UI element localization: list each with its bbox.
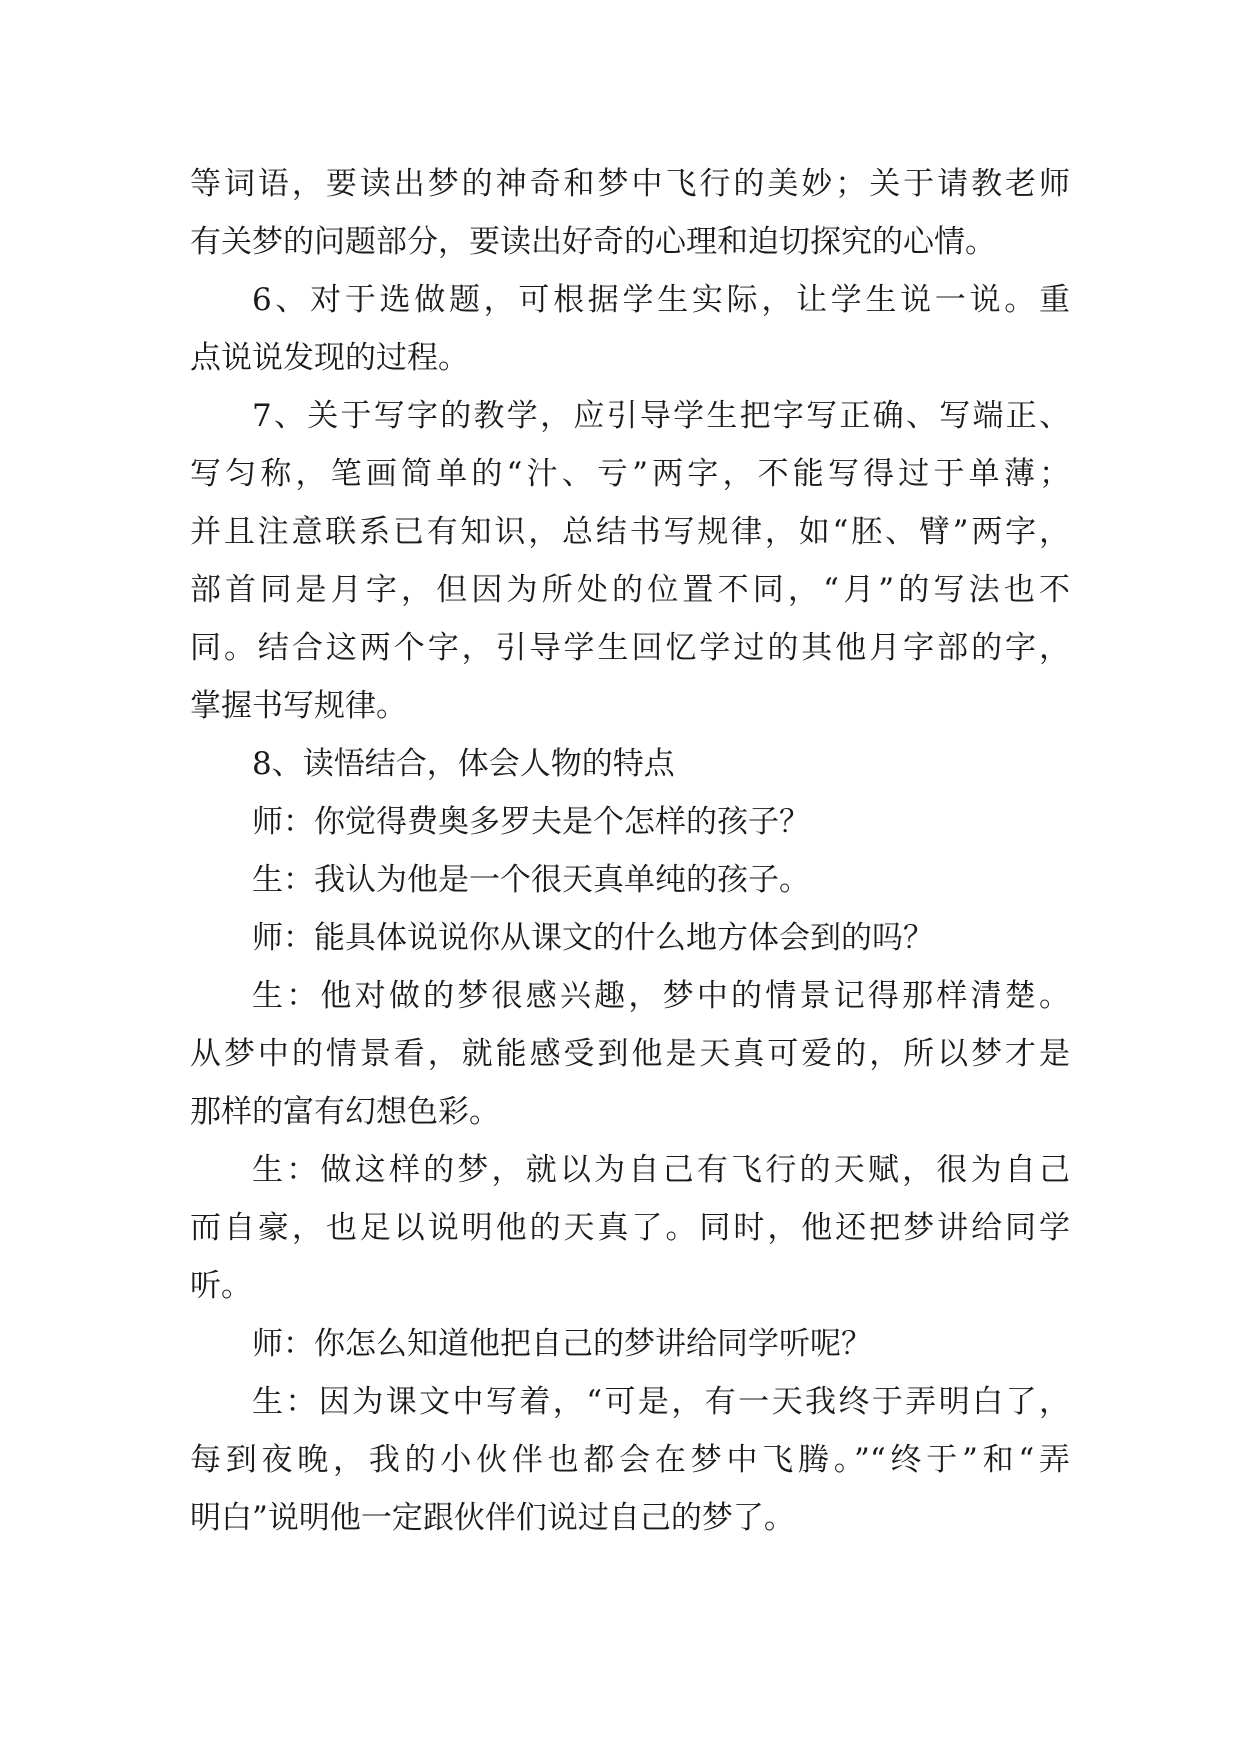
text-line: 师：能具体说说你从课文的什么地方体会到的吗？ [252, 920, 934, 956]
document-page [190, 155, 1070, 1547]
paragraph [190, 967, 1070, 1141]
paragraph [190, 271, 1070, 387]
text-line: 生：他对做的梦很感兴趣，梦中的情景记得那样清楚。 [252, 978, 1070, 1014]
text-line: 等词语，要读出梦的神奇和梦中飞行的美妙；关于请教老师 [190, 166, 1070, 202]
paragraph [190, 1373, 1070, 1547]
text-line: 掌握书写规律。 [190, 688, 407, 724]
text-line: 部首同是月字，但因为所处的位置不同，“月”的写法也不 [190, 572, 1070, 608]
paragraph [190, 387, 1070, 735]
text-line: 写匀称，笔画简单的“汁、亏”两字，不能写得过于单薄； [190, 456, 1070, 492]
text-line: 每到夜晚，我的小伙伴也都会在梦中飞腾。”“终于”和“弄 [190, 1442, 1070, 1478]
text-line: 从梦中的情景看，就能感受到他是天真可爱的，所以梦才是 [190, 1036, 1070, 1072]
text-line: 8、读悟结合，体会人物的特点 [252, 746, 675, 782]
paragraph [190, 909, 1070, 967]
text-line: 生：我认为他是一个很天真单纯的孩子。 [252, 862, 810, 898]
text-line: 生：因为课文中写着，“可是，有一天我终于弄明白了， [252, 1384, 1070, 1420]
paragraph [190, 851, 1070, 909]
text-line: 同。结合这两个字，引导学生回忆学过的其他月字部的字， [190, 630, 1070, 666]
text-line: 而自豪，也足以说明他的天真了。同时，他还把梦讲给同学 [190, 1210, 1070, 1246]
text-line: 有关梦的问题部分，要读出好奇的心理和迫切探究的心情。 [190, 224, 996, 260]
text-line: 听。 [190, 1268, 252, 1304]
text-line: 明白”说明他一定跟伙伴们说过自己的梦了。 [190, 1500, 795, 1536]
text-line: 点说说发现的过程。 [190, 340, 469, 376]
text-line: 师：你觉得费奥多罗夫是个怎样的孩子？ [252, 804, 810, 840]
text-line: 师：你怎么知道他把自己的梦讲给同学听呢？ [252, 1326, 872, 1362]
text-line: 生：做这样的梦，就以为自己有飞行的天赋，很为自己 [252, 1152, 1070, 1188]
paragraph [190, 1141, 1070, 1315]
paragraph [190, 735, 1070, 793]
text-line: 7、关于写字的教学，应引导学生把字写正确、写端正、 [252, 398, 1070, 434]
paragraph [190, 793, 1070, 851]
text-line: 6、对于选做题，可根据学生实际，让学生说一说。重 [252, 282, 1070, 318]
paragraph [190, 1315, 1070, 1373]
text-line: 并且注意联系已有知识，总结书写规律，如“胚、臂”两字， [190, 514, 1070, 550]
paragraph [190, 155, 1070, 271]
text-line: 那样的富有幻想色彩。 [190, 1094, 500, 1130]
